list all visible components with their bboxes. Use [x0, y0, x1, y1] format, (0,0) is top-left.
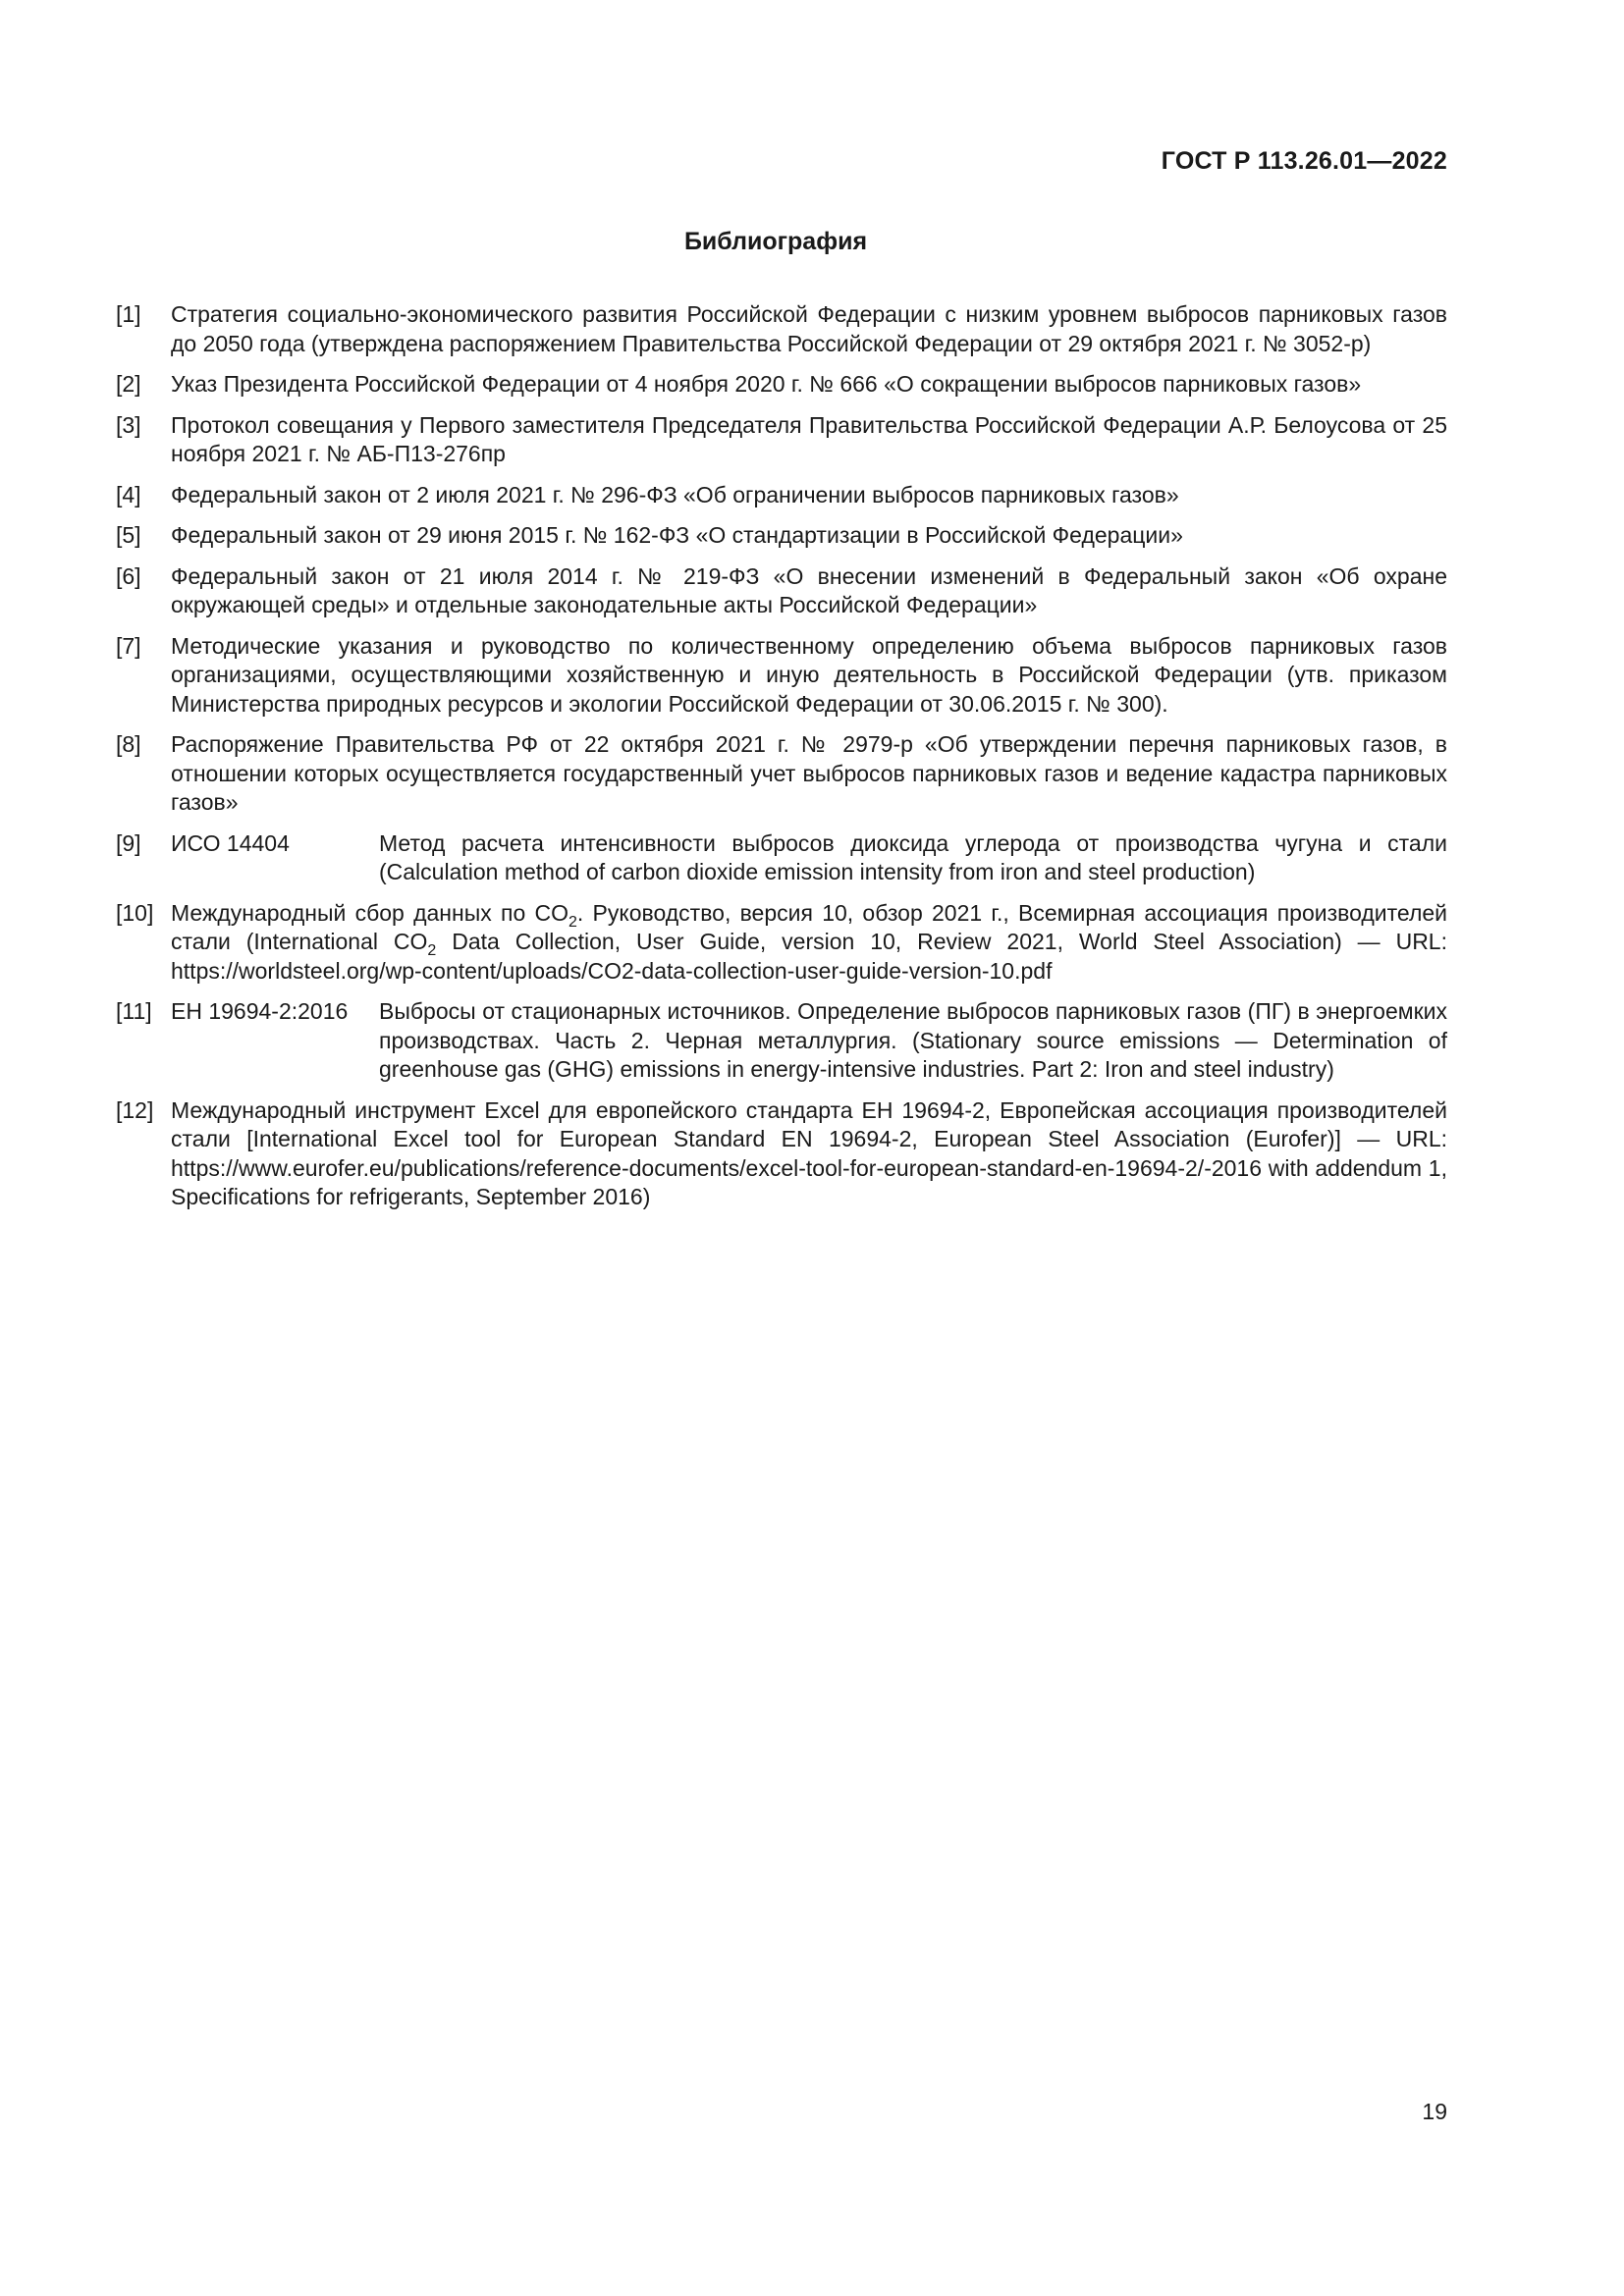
entry-text: Распоряжение Правительства РФ от 22 октября 2021 г. № 2979-р «Об утверждении перечня парниковых газов, в отношении которых осуществляется государственный учет выбросов парниковых газов и ведение кадастра парниковых газов» — [171, 731, 1447, 815]
bibliography-list — [116, 300, 1447, 1224]
entry-text — [171, 899, 1447, 987]
entry-text: Протокол совещания у Первого заместителя Председателя Правительства Российской Федерации А.Р. Белоусова от 25 ноября 2021 г. № АБ-П13-276пр — [171, 411, 1447, 466]
entry-number: [3] — [116, 411, 141, 438]
entry-number: [6] — [116, 562, 141, 589]
entry-text: Стратегия социально-экономического развития Российской Федерации с низким уровнем выбросов парниковых газов до 2050 года (утверждена распоряжением Правительства Российской Федерации от 29 октября 2021 г. № 3052-р) — [171, 301, 1447, 356]
entry-number: [1] — [116, 301, 141, 327]
entry-text: Федеральный закон от 29 июня 2015 г. № 162-ФЗ «О стандартизации в Российской Федерации» — [171, 522, 1183, 548]
bibliography-entry — [116, 899, 1447, 987]
entry-text: Выбросы от стационарных источников. Определение выбросов парниковых газов (ПГ) в энергоемких производствах. Часть 2. Черная металлургия. (Stationary source emissions — Determination of greenhouse gas (GHG) emissions in energy-intensive industries. Part 2: Iron and steel industry) — [379, 998, 1447, 1082]
bibliography-entry — [116, 300, 1447, 358]
entry-text-part: Международный сбор данных по CO — [171, 899, 568, 926]
bibliography-entry — [116, 632, 1447, 720]
section-title: Библиография — [683, 228, 868, 255]
bibliography-entry — [116, 997, 1447, 1085]
entry-text: Федеральный закон от 21 июля 2014 г. № 219-ФЗ «О внесении изменений в Федеральный закон «Об охране окружающей среды» и отдельные законодательные акты Российской Федерации» — [171, 562, 1447, 617]
bibliography-entry — [116, 562, 1447, 620]
entry-text: Методические указания и руководство по количественному определению объема выбросов парниковых газов организациями, осуществляющими хозяйственную и иную деятельность в Российской Федерации (утв. приказом Министерства природных ресурсов и экологии Российской Федерации от 30.06.2015 г. № 300). — [171, 632, 1447, 717]
document-code-header: ГОСТ Р 113.26.01—2022 — [1161, 147, 1447, 175]
entry-text: Международный инструмент Excel для европейского стандарта ЕН 19694-2, Европейская ассоциация производителей стали [International Excel tool for European Standard EN 19694-2, European Steel Association (Eurofer)] — URL: https://www.eurofer.eu/publications/reference-documents/excel-tool-for-european-standard-en-19694-2/-2016 with addendum 1, Specifications for refrigerants, September 2016) — [171, 1096, 1447, 1209]
bibliography-entry — [116, 829, 1447, 887]
entry-text-part: Data Collection, User Guide, version 10, Review 2021, World Steel Association) — URL: https://worldsteel.org/wp-content/uploads/CO2-data-collection-user-guide-version-10.pdf — [171, 929, 1447, 984]
entry-number: [2] — [116, 371, 141, 397]
entry-text: Указ Президента Российской Федерации от 4 ноября 2020 г. № 666 «О сокращении выбросов парниковых газов» — [171, 371, 1362, 397]
entry-text: Федеральный закон от 2 июля 2021 г. № 296-ФЗ «Об ограничении выбросов парниковых газов» — [171, 481, 1179, 507]
bibliography-entry — [116, 1096, 1447, 1212]
entry-number: [4] — [116, 481, 141, 507]
bibliography-entry — [116, 411, 1447, 469]
entry-number: [7] — [116, 632, 141, 659]
entry-number: [12] — [116, 1096, 154, 1123]
entry-number: [10] — [116, 899, 154, 926]
bibliography-entry — [116, 370, 1447, 400]
bibliography-entry — [116, 730, 1447, 818]
page-number: 19 — [1422, 2099, 1447, 2124]
entry-standard-code: ИСО 14404 — [171, 829, 290, 856]
entry-text-part: . Руководство, версия 10, обзор 2021 г., Всемирная ассоциация производителей стали (International CO — [171, 899, 1448, 954]
entry-standard-code: ЕН 19694-2:2016 — [171, 998, 349, 1024]
entry-number: [5] — [116, 522, 141, 548]
entry-number: [9] — [116, 829, 141, 856]
entry-number: [8] — [116, 731, 141, 757]
subscript: 2 — [427, 942, 437, 959]
bibliography-entry — [116, 481, 1447, 510]
entry-number: [11] — [116, 998, 152, 1024]
bibliography-entry — [116, 521, 1447, 551]
entry-text: Метод расчета интенсивности выбросов диоксида углерода от производства чугуна и стали (Calculation method of carbon dioxide emission intensity from iron and steel production) — [379, 829, 1447, 884]
subscript: 2 — [568, 913, 577, 931]
